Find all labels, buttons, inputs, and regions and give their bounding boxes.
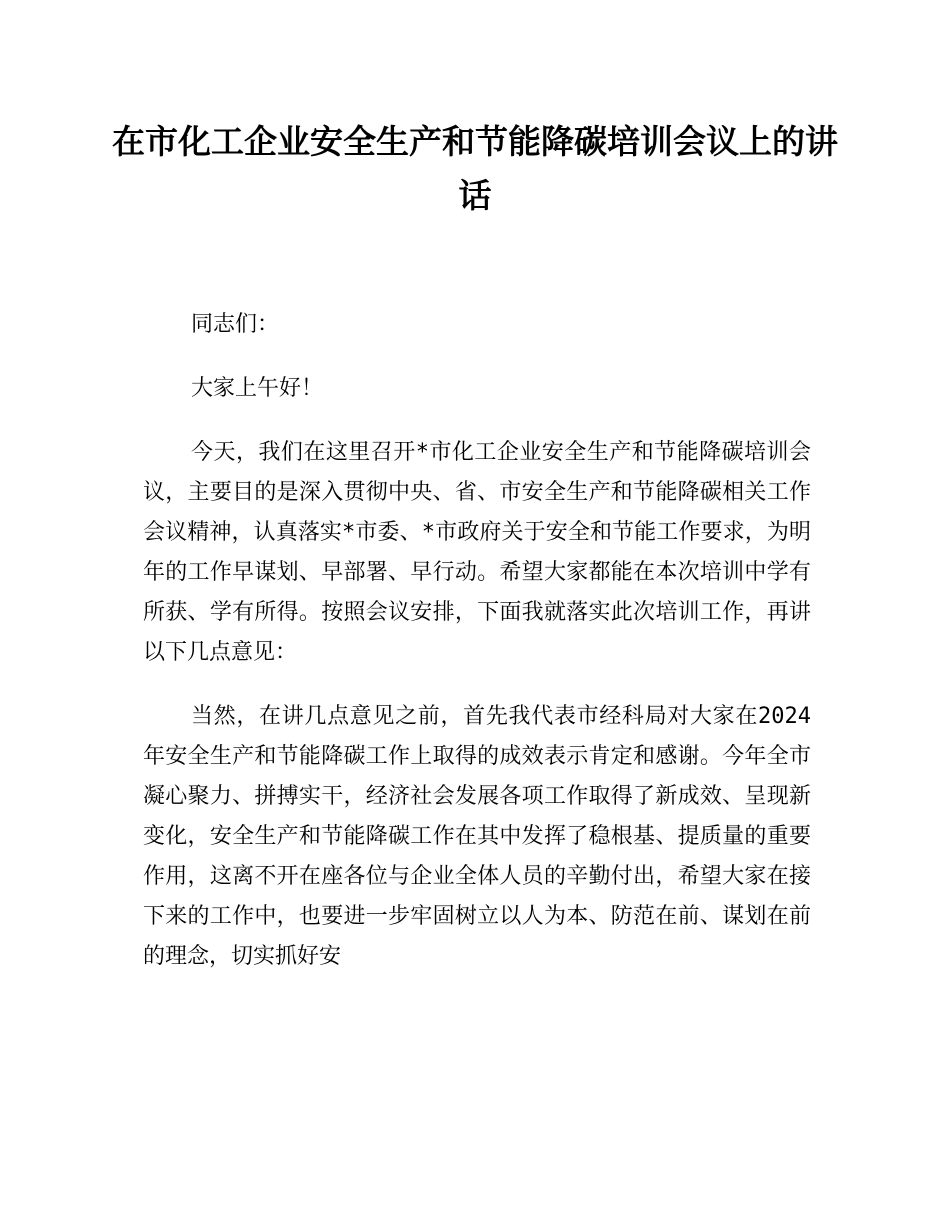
paragraph-introduction: 今天，我们在这里召开*市化工企业安全生产和节能降碳培训会议，主要目的是深入贯彻中央、省、市安全生产和节能降碳相关工作会议精神，认真落实*市委、*市政府关于安全和节能工作要求，为明年的工作早谋划、早部署、早行动。希望大家都能在本次培训中学有所获、学有所得。按照会议安排，下面我就落实此次培训工作，再讲以下几点意见： — [143, 440, 811, 665]
document-title: 在市化工企业安全生产和节能降碳培训会议上的讲话 — [112, 122, 838, 215]
salutation: 同志们： — [191, 312, 280, 337]
paragraph-acknowledgement: 当然，在讲几点意见之前，首先我代表市经科局对大家在2024年安全生产和节能降碳工作上取得的成效表示肯定和感谢。今年全市凝心聚力、拼搏实干，经济社会发展各项工作取得了新成效、呈现新变化，安全生产和节能降碳工作在其中发挥了稳根基、提质量的重要作用，这离不开在座各位与企业全体人员的辛勤付出，希望大家在接下来的工作中，也要进一步牢固树立以人为本、防范在前、谋划在前的理念，切实抓好安 — [143, 704, 811, 969]
document-body — [143, 305, 811, 1001]
greeting: 大家上午好！ — [191, 376, 324, 401]
